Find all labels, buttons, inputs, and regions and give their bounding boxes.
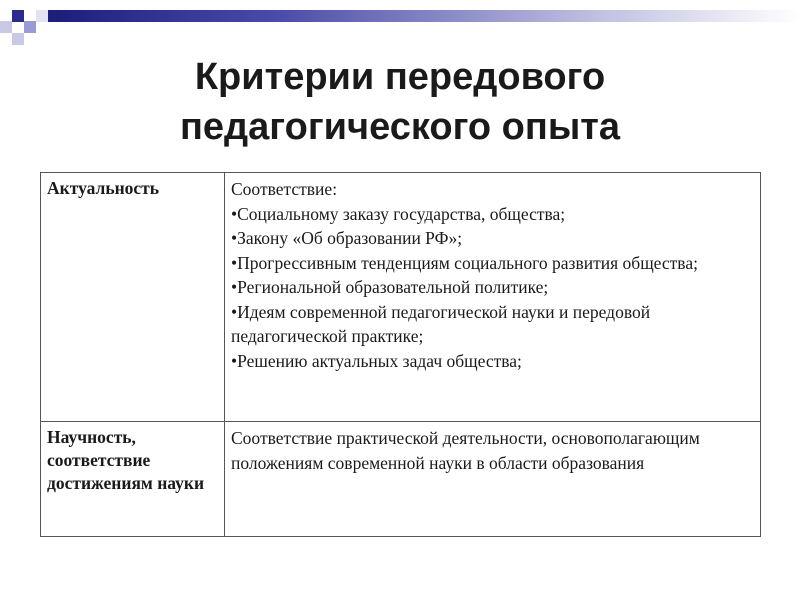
list-item: •Идеям современной педагогической науки и передовой педагогической практике; (231, 301, 651, 346)
table-row-relevance (41, 173, 761, 422)
list-item: •Прогрессивным тенденциям социального развития общества; (231, 252, 698, 273)
decor-square (36, 10, 48, 22)
criterion-description: Соответствие практической деятельности, основополагающим положениям современной науки в области образования (225, 422, 761, 537)
header-gradient-bar (48, 10, 800, 22)
criterion-name: Актуальность (41, 173, 225, 422)
list-item: •Закону «Об образовании РФ»; (231, 228, 463, 248)
list-item: •Социальному заказу государства, общества; (231, 203, 566, 224)
list-item: •Региональной образовательной политике; (231, 277, 549, 297)
criteria-table (40, 172, 761, 537)
decor-square (12, 33, 24, 45)
decor-square (0, 21, 12, 33)
list-item: •Решению актуальных задач общества; (231, 350, 522, 371)
page-title (0, 52, 800, 152)
decor-square (12, 10, 24, 22)
decor-square (24, 21, 36, 33)
criterion-name: Научность, соответствие достижениям науки (41, 422, 225, 537)
table-row-scientific (41, 422, 761, 537)
criterion-heading: Соответствие: (231, 179, 338, 199)
criterion-description (225, 173, 761, 422)
page-title-line-1: Критерии передового (194, 56, 606, 98)
page-title-line-2: педагогического опыта (179, 106, 621, 148)
